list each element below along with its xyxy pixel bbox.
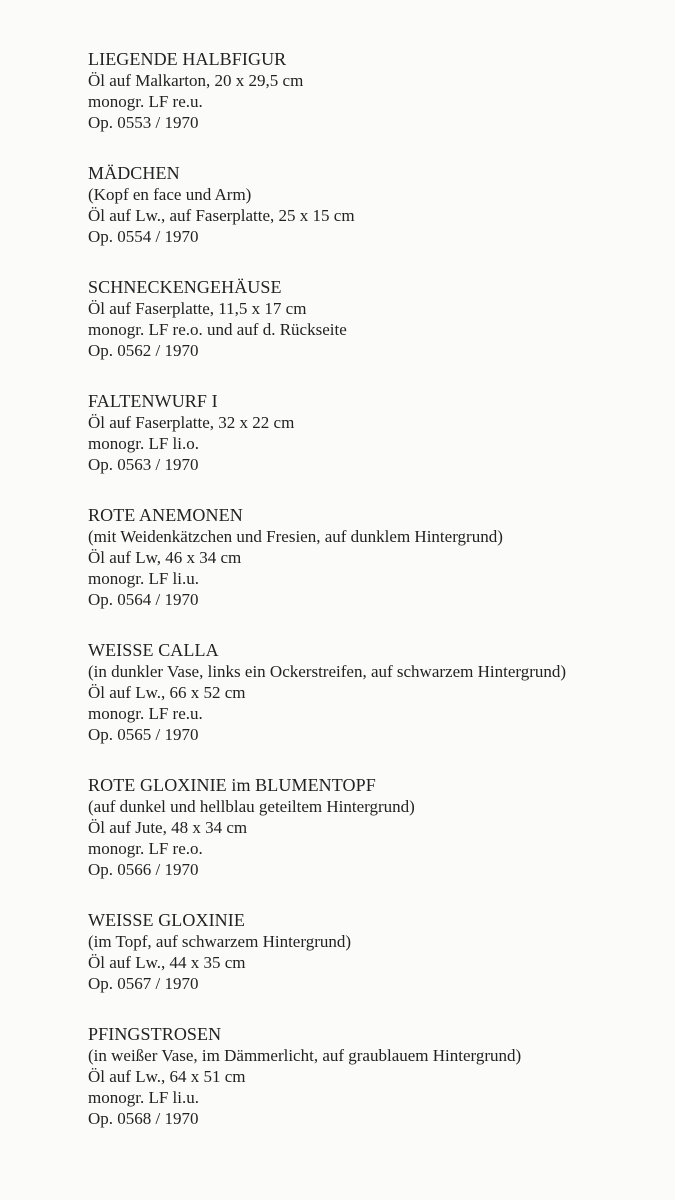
entry-monogram: monogr. LF re.o. und auf d. Rückseite <box>88 320 347 339</box>
entry-opus: Op. 0564 / 1970 <box>88 590 199 609</box>
entry-title: WEISSE GLOXINIE <box>88 910 245 930</box>
entry-title: ROTE ANEMONEN <box>88 505 243 525</box>
entry-description: (auf dunkel und hellblau geteiltem Hintergrund) <box>88 797 415 816</box>
entry-medium: Öl auf Faserplatte, 32 x 22 cm <box>88 413 295 432</box>
entry-title: ROTE GLOXINIE im BLUMENTOPF <box>88 775 376 795</box>
entry-description: (im Topf, auf schwarzem Hintergrund) <box>88 932 352 951</box>
catalog-entry <box>88 162 655 247</box>
catalog-entry <box>88 504 655 610</box>
entry-title: LIEGENDE HALBFIGUR <box>88 49 287 69</box>
entry-medium: Öl auf Lw., 64 x 51 cm <box>88 1067 246 1086</box>
catalog-entry <box>88 909 655 994</box>
entry-title: SCHNECKENGEHÄUSE <box>88 277 282 297</box>
entry-medium: Öl auf Jute, 48 x 34 cm <box>88 818 248 837</box>
entry-medium: Öl auf Faserplatte, 11,5 x 17 cm <box>88 299 307 318</box>
catalog-entry <box>88 1023 655 1129</box>
entry-monogram: monogr. LF re.o. <box>88 839 203 858</box>
entry-title: FALTENWURF I <box>88 391 218 411</box>
entry-medium: Öl auf Lw., auf Faserplatte, 25 x 15 cm <box>88 206 355 225</box>
catalog-entry <box>88 276 655 361</box>
entry-title: MÄDCHEN <box>88 163 180 183</box>
catalog-entry <box>88 774 655 880</box>
catalog-entry <box>88 48 655 133</box>
entry-description: (mit Weidenkätzchen und Fresien, auf dunklem Hintergrund) <box>88 527 503 546</box>
entry-monogram: monogr. LF re.u. <box>88 92 203 111</box>
entry-medium: Öl auf Lw., 66 x 52 cm <box>88 683 246 702</box>
entry-monogram: monogr. LF li.u. <box>88 569 199 588</box>
entry-medium: Öl auf Lw., 44 x 35 cm <box>88 953 246 972</box>
entry-monogram: monogr. LF re.u. <box>88 704 203 723</box>
entry-description: (in weißer Vase, im Dämmerlicht, auf graublauem Hintergrund) <box>88 1046 522 1065</box>
entry-opus: Op. 0563 / 1970 <box>88 455 199 474</box>
entry-opus: Op. 0566 / 1970 <box>88 860 199 879</box>
entry-opus: Op. 0562 / 1970 <box>88 341 199 360</box>
entry-medium: Öl auf Lw, 46 x 34 cm <box>88 548 242 567</box>
entry-description: (Kopf en face und Arm) <box>88 185 252 204</box>
entry-title: PFINGSTROSEN <box>88 1024 222 1044</box>
catalog-entry <box>88 639 655 745</box>
entry-description: (in dunkler Vase, links ein Ockerstreifen, auf schwarzem Hintergrund) <box>88 662 567 681</box>
entry-opus: Op. 0553 / 1970 <box>88 113 199 132</box>
entry-opus: Op. 0567 / 1970 <box>88 974 199 993</box>
entry-opus: Op. 0565 / 1970 <box>88 725 199 744</box>
entry-opus: Op. 0554 / 1970 <box>88 227 199 246</box>
entry-monogram: monogr. LF li.o. <box>88 434 199 453</box>
entry-opus: Op. 0568 / 1970 <box>88 1109 199 1128</box>
catalog-entry <box>88 390 655 475</box>
entry-title: WEISSE CALLA <box>88 640 219 660</box>
entry-monogram: monogr. LF li.u. <box>88 1088 199 1107</box>
entry-medium: Öl auf Malkarton, 20 x 29,5 cm <box>88 71 304 90</box>
